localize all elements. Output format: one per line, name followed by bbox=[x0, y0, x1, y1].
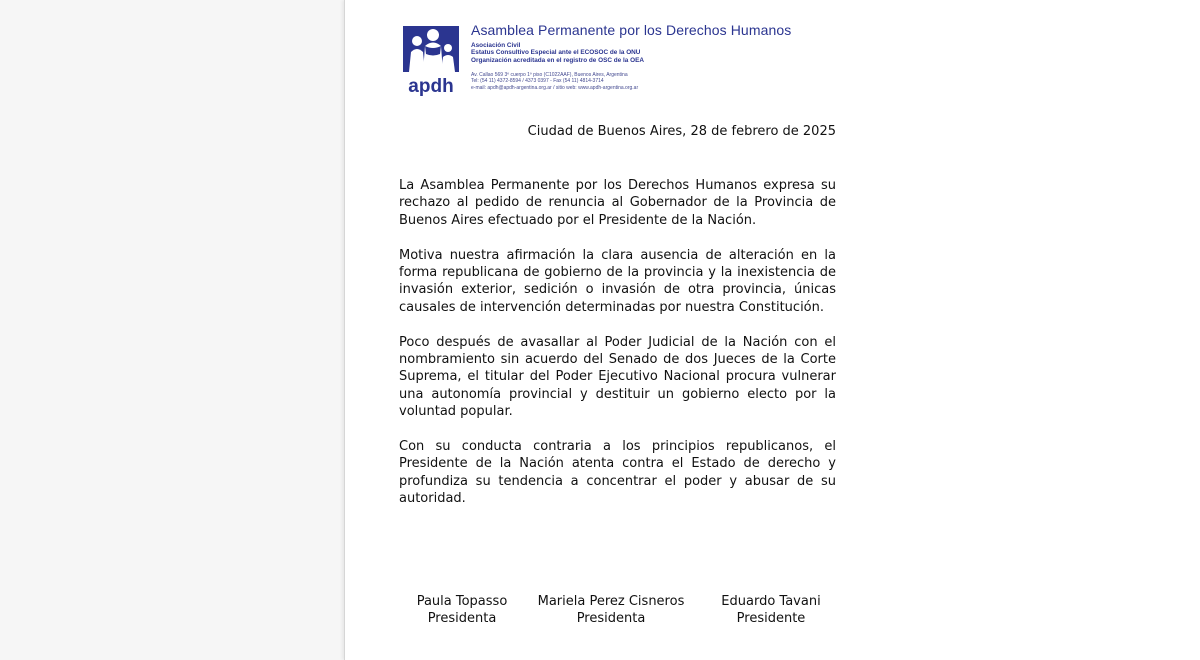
signature-block bbox=[532, 593, 690, 628]
signatory-name: Mariela Perez Cisneros bbox=[537, 594, 685, 609]
apdh-logo bbox=[403, 26, 459, 96]
contact-email: e-mail: apdh@apdh-argentina.org.ar / sitio web: www.apdh-argentina.org.ar bbox=[471, 84, 639, 91]
paragraph: La Asamblea Permanente por los Derechos Humanos expresa su rechazo al pedido de renuncia al Gobernador de la Provincia de Buenos Aires efectuado por el Presidente de la Nación. bbox=[399, 178, 836, 228]
signatory-role: Presidente bbox=[736, 611, 806, 627]
contact-address: Av. Callao 569 3º cuerpo 1º piso (C1022AAF), Buenos Aires, Argentina bbox=[471, 72, 628, 78]
org-name: Asamblea Permanente por los Derechos Humanos bbox=[471, 22, 792, 38]
org-contact bbox=[471, 72, 638, 91]
org-detail-line: Organización acreditada en el registro de OSC de la OEA bbox=[471, 56, 644, 64]
contact-phone: Tel: (54 11) 4372-8594 / 4373 0397 - Fax (54 11) 4814-3714 bbox=[471, 78, 604, 85]
paragraph: Con su conducta contraria a los principios republicanos, el Presidente de la Nación atenta contra el Estado de derecho y profundiza su tendencia a concentrar el poder y abusar de su autoridad. bbox=[399, 439, 836, 507]
org-detail-line: Estatus Consultivo Especial ante el ECOSOC de la ONU bbox=[471, 49, 641, 57]
signatory-role: Presidenta bbox=[576, 611, 646, 627]
signatory-name: Eduardo Tavani bbox=[721, 594, 821, 609]
signature-block bbox=[716, 593, 826, 628]
signature-block bbox=[410, 593, 514, 628]
logo-text: apdh bbox=[408, 76, 454, 96]
letter-body bbox=[399, 177, 836, 525]
signatory-role: Presidenta bbox=[427, 611, 497, 627]
paragraph: Poco después de avasallar al Poder Judicial de la Nación con el nombramiento sin acuerdo del Senado de dos Jueces de la Corte Suprema, el titular del Poder Ejecutivo Nacional procura vulnerar una autonomía provincial y destituir un gobierno electo por la voluntad popular. bbox=[399, 334, 836, 420]
paragraph: Motiva nuestra afirmación la clara ausencia de alteración en la forma republicana de gobierno de la provincia y la inexistencia de invasión exterior, sedición o invasión de otra provincia, únicas causales de intervención determinadas por nuestra Constitución. bbox=[399, 247, 836, 315]
letter-date: Ciudad de Buenos Aires, 28 de febrero de 2025 bbox=[527, 124, 836, 139]
org-details bbox=[471, 42, 644, 64]
org-detail-line: Asociación Civil bbox=[471, 42, 521, 49]
signatory-name: Paula Topasso bbox=[416, 594, 508, 609]
letterhead bbox=[403, 22, 843, 100]
